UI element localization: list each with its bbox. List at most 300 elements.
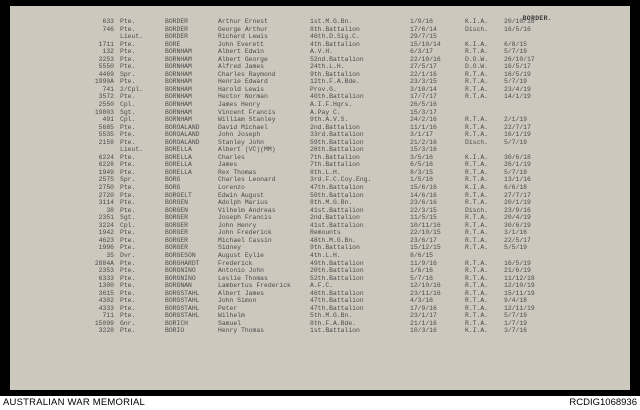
surname: BORNHAM xyxy=(165,116,192,124)
unit: 41st.Battalion xyxy=(310,206,364,214)
roll-entry xyxy=(10,290,630,298)
roll-entry xyxy=(10,320,630,328)
rank: Pte. xyxy=(120,267,136,275)
rank: Cpl. xyxy=(120,116,136,124)
footer-bar xyxy=(0,396,640,410)
surname: BOROALAND xyxy=(165,131,200,139)
enlistment-date: 21/2/16 xyxy=(410,138,437,146)
rank: Pte. xyxy=(120,327,136,335)
fate: R.T.A. xyxy=(465,236,489,244)
fate-date: 1/7/19 xyxy=(504,319,528,327)
surname: BORELLA xyxy=(165,153,192,161)
fate: R.T.A. xyxy=(465,297,489,305)
fate: D.O.W. xyxy=(465,63,489,71)
roll-entry xyxy=(10,116,630,124)
enlistment-date: 23/1/17 xyxy=(410,312,437,320)
roll-entry xyxy=(10,297,630,305)
surname: BORNHAM xyxy=(165,48,192,56)
regimental-number: 2351 xyxy=(98,214,114,222)
regimental-number: 132 xyxy=(102,48,114,56)
regimental-number: 3228 xyxy=(98,327,114,335)
surname: BORNHAM xyxy=(165,108,192,116)
surname: BORDER xyxy=(165,25,189,33)
unit: 40th.Battalion xyxy=(310,93,364,101)
unit: 8th.F.A.Bde. xyxy=(310,319,357,327)
fate-date: 21/6/19 xyxy=(504,267,531,275)
enlistment-date: 1/5/16 xyxy=(410,176,434,184)
fate: R.T.A. xyxy=(465,229,489,237)
unit: 5th.M.G.Bn. xyxy=(310,312,353,320)
given-names: Leslie Thomas xyxy=(218,274,268,282)
enlistment-date: 3/1/17 xyxy=(410,131,434,139)
enlistment-date: 12/10/16 xyxy=(410,282,441,290)
unit: A.V.H. xyxy=(310,48,334,56)
fate: R.T.A. xyxy=(465,78,489,86)
fate: Disch. xyxy=(465,206,489,214)
given-names: Lorenzo xyxy=(218,184,245,192)
fate-date: 30/6/18 xyxy=(504,153,531,161)
surname: BORGSTAHL xyxy=(165,289,200,297)
given-names: Hector Norman xyxy=(218,93,268,101)
regimental-number: 2750 xyxy=(98,184,114,192)
fate-date: 5/7/19 xyxy=(504,168,528,176)
rank: 2/Cpl. xyxy=(120,85,144,93)
enlistment-date: 15/3/16 xyxy=(410,146,437,154)
surname: BORGSTAHL xyxy=(165,304,200,312)
unit: 24th.L.H. xyxy=(310,63,345,71)
unit: 46th.D.Sig.C. xyxy=(310,33,360,41)
regimental-number: 6333 xyxy=(98,274,114,282)
given-names: John Joseph xyxy=(218,131,261,139)
unit: 26th.Battalion xyxy=(310,146,364,154)
fate: R.T.A. xyxy=(465,244,489,252)
regimental-number: 4623 xyxy=(98,236,114,244)
given-names: John Frederick xyxy=(218,229,272,237)
fate: K.I.A. xyxy=(465,153,489,161)
unit: A.I.F.Hqrs. xyxy=(310,101,353,109)
given-names: Rex Thomas xyxy=(218,168,257,176)
regimental-number: 38 xyxy=(106,206,114,214)
roll-entry xyxy=(10,56,630,64)
given-names: Peter xyxy=(218,304,238,312)
rank: Pte. xyxy=(120,153,136,161)
surname: BORELLA xyxy=(165,168,192,176)
surname: BORNHAM xyxy=(165,93,192,101)
rank: Pte. xyxy=(120,168,136,176)
unit: 4th.L.H. xyxy=(310,251,341,259)
fate-date: 30/6/19 xyxy=(504,221,531,229)
regimental-number: 491 xyxy=(102,116,114,124)
fate-date: 5/7/19 xyxy=(504,312,528,320)
unit: 50th.Battalion xyxy=(310,191,364,199)
roll-entry xyxy=(10,86,630,94)
given-names: Charles xyxy=(218,153,245,161)
regimental-number: 3224 xyxy=(98,221,114,229)
rank: Pte. xyxy=(120,191,136,199)
enlistment-date: 11/1/16 xyxy=(410,123,437,131)
rank: Pte. xyxy=(120,297,136,305)
roll-entry xyxy=(10,71,630,79)
unit: 8th.Battalion xyxy=(310,25,360,33)
regimental-number: 2353 xyxy=(98,267,114,275)
given-names: John Everett xyxy=(218,40,265,48)
roll-entry xyxy=(10,312,630,320)
fate-date: 23/9/16 xyxy=(504,206,531,214)
fate-date: 3/7/16 xyxy=(504,327,528,335)
fate-date: 5/7/19 xyxy=(504,78,528,86)
surname: BORGER xyxy=(165,244,189,252)
surname: BORNHAM xyxy=(165,70,192,78)
rank: Pte. xyxy=(120,274,136,282)
enlistment-date: 17/6/14 xyxy=(410,25,437,33)
regimental-number: 4469 xyxy=(98,70,114,78)
roll-entry xyxy=(10,176,630,184)
roll-entry xyxy=(10,161,630,169)
unit: 52th.Battalion xyxy=(310,274,364,282)
enlistment-date: 17/9/16 xyxy=(410,304,437,312)
enlistment-date: 4/3/16 xyxy=(410,297,434,305)
fate-date: 22/7/17 xyxy=(504,123,531,131)
regimental-number: 2575 xyxy=(98,176,114,184)
unit: 46th.Battalion xyxy=(310,289,364,297)
surname: BORGSTAHL xyxy=(165,312,200,320)
unit: 48th.M.G.Bn. xyxy=(310,236,357,244)
surname: BORGER xyxy=(165,214,189,222)
enlistment-date: 3/5/16 xyxy=(410,153,434,161)
rank: Pte. xyxy=(120,199,136,207)
surname: BORGEN xyxy=(165,199,189,207)
fate: R.T.A. xyxy=(465,289,489,297)
roll-entry xyxy=(10,244,630,252)
unit: 12th.F.A.Bde. xyxy=(310,78,360,86)
regimental-number: 1300 xyxy=(98,282,114,290)
unit: 9th.Battalion xyxy=(310,244,360,252)
rank: Pte. xyxy=(120,123,136,131)
given-names: Harold Lewis xyxy=(218,85,265,93)
regimental-number: 3572 xyxy=(98,93,114,101)
surname: BORNHAM xyxy=(165,63,192,71)
surname: BORGER xyxy=(165,229,189,237)
surname: BORNHAM xyxy=(165,78,192,86)
rank: Pte. xyxy=(120,138,136,146)
fate-date: 9/4/18 xyxy=(504,297,528,305)
rank: Lieut. xyxy=(120,33,144,41)
rank: Pte. xyxy=(120,40,136,48)
given-names: John Henry xyxy=(218,221,257,229)
unit: 8th.M.G.Bn. xyxy=(310,199,353,207)
surname: BORNHAM xyxy=(165,101,192,109)
regimental-number: 1996 xyxy=(98,244,114,252)
roll-entry xyxy=(10,41,630,49)
rank: Pte. xyxy=(120,63,136,71)
fate-date: 5/7/19 xyxy=(504,48,528,56)
surname: BORGNINO xyxy=(165,274,196,282)
roll-entry xyxy=(10,222,630,230)
rank: Pte. xyxy=(120,289,136,297)
enlistment-date: 11/5/15 xyxy=(410,214,437,222)
fate-date: 16/5/17 xyxy=(504,63,531,71)
unit: 33rd.Battalion xyxy=(310,131,364,139)
rank: Cpl. xyxy=(120,101,136,109)
surname: BORE xyxy=(165,40,181,48)
fate: R.T.A. xyxy=(465,116,489,124)
given-names: Antonio John xyxy=(218,267,265,275)
fate-date: 16/5/19 xyxy=(504,70,531,78)
fate-date: 20/1/19 xyxy=(504,199,531,207)
fate-date: 6/6/18 xyxy=(504,184,528,192)
unit: 49th.Battalion xyxy=(310,259,364,267)
fate: K.I.A. xyxy=(465,184,489,192)
roll-entry xyxy=(10,305,630,313)
given-names: Charles Raymond xyxy=(218,70,276,78)
unit: A.F.C. xyxy=(310,282,334,290)
regimental-number: 1949 xyxy=(98,168,114,176)
unit: 8th.L.H. xyxy=(310,168,341,176)
unit: 47th.Battalion xyxy=(310,304,364,312)
unit: 47th.Battalion xyxy=(310,184,364,192)
given-names: Charles Leonard xyxy=(218,176,276,184)
enlistment-date: 27/5/17 xyxy=(410,63,437,71)
rank: Lieut. xyxy=(120,146,144,154)
regimental-number: 1942 xyxy=(98,229,114,237)
enlistment-date: 8/3/15 xyxy=(410,168,434,176)
enlistment-date: 21/1/16 xyxy=(410,319,437,327)
roll-entry xyxy=(10,199,630,207)
roll-entry xyxy=(10,63,630,71)
unit: Prov.G. xyxy=(310,85,337,93)
roll-entry xyxy=(10,229,630,237)
unit: 20th.Battalion xyxy=(310,267,364,275)
unit: 1st.Battalion xyxy=(310,327,360,335)
fate: K.I.A. xyxy=(465,327,489,335)
unit: 2nd.Battalion xyxy=(310,123,360,131)
surname: BORGER xyxy=(165,221,189,229)
regimental-number: 2884A xyxy=(94,259,114,267)
unit: 52nd.Battalion xyxy=(310,55,364,63)
given-names: Lambertus Frederick xyxy=(218,282,291,290)
given-names: James Henry xyxy=(218,101,261,109)
rank: Pte. xyxy=(120,78,136,86)
fate: R.T.A. xyxy=(465,48,489,56)
fate: R.T.A. xyxy=(465,199,489,207)
roll-entry xyxy=(10,131,630,139)
fate-date: 26/1/19 xyxy=(504,161,531,169)
roll-entry xyxy=(10,282,630,290)
surname: BORGELT xyxy=(165,191,192,199)
nominal-roll-list xyxy=(10,18,630,335)
rank: Pte. xyxy=(120,229,136,237)
surname: BORGHARDT xyxy=(165,259,200,267)
rank: Pte. xyxy=(120,282,136,290)
surname: BORG xyxy=(165,184,181,192)
roll-entry xyxy=(10,109,630,117)
unit: 47th.Battalion xyxy=(310,297,364,305)
rank: Gnr. xyxy=(120,319,136,327)
unit: 41st.Battalion xyxy=(310,221,364,229)
fate-date: 11/12/18 xyxy=(504,274,535,282)
surname: BORGSTAHL xyxy=(165,297,200,305)
fate: R.T.A. xyxy=(465,123,489,131)
fate-date: 20/10/16 xyxy=(504,18,535,25)
roll-entry xyxy=(10,78,630,86)
enlistment-date: 5/7/16 xyxy=(410,274,434,282)
given-names: Vilhelm Andreas xyxy=(218,206,276,214)
rank: Pte. xyxy=(120,161,136,169)
rank: Spr. xyxy=(120,176,136,184)
regimental-number: 5685 xyxy=(98,123,114,131)
unit: 3rd.F.C.Coy.Eng. xyxy=(310,176,372,184)
rank: Sgt. xyxy=(120,108,136,116)
given-names: John Simon xyxy=(218,297,257,305)
given-names: Albert (VC)(MM) xyxy=(218,146,276,154)
enlistment-date: 15/12/15 xyxy=(410,244,441,252)
fate: R.T.A. xyxy=(465,304,489,312)
given-names: Michael Cassin xyxy=(218,236,272,244)
unit: 7th.Battalion xyxy=(310,153,360,161)
roll-entry xyxy=(10,146,630,154)
rank: Pte. xyxy=(120,48,136,56)
fate-date: 23/4/19 xyxy=(504,85,531,93)
rank: Pte. xyxy=(120,304,136,312)
unit: 7th.Battalion xyxy=(310,161,360,169)
enlistment-date: 22/1/16 xyxy=(410,70,437,78)
roll-entry xyxy=(10,18,630,26)
roll-entry xyxy=(10,207,630,215)
enlistment-date: 22/3/15 xyxy=(410,206,437,214)
rank: Pte. xyxy=(120,259,136,267)
enlistment-date: 10/3/16 xyxy=(410,327,437,335)
regimental-number: 5535 xyxy=(98,131,114,139)
regimental-number: 3615 xyxy=(98,289,114,297)
roll-entry xyxy=(10,93,630,101)
surname: BORDER xyxy=(165,33,189,41)
unit: Remounts xyxy=(310,229,341,237)
unit: A.Pay C. xyxy=(310,108,341,116)
enlistment-date: 8/6/15 xyxy=(410,251,434,259)
fate-date: 14/1/19 xyxy=(504,93,531,101)
fate: R.T.A. xyxy=(465,131,489,139)
roll-entry xyxy=(10,252,630,260)
fate: K.I.A. xyxy=(465,18,489,25)
regimental-number: 15099 xyxy=(94,319,114,327)
roll-entry xyxy=(10,48,630,56)
footer-record-id: RCDIG1068936 xyxy=(569,397,637,408)
given-names: Samuel xyxy=(218,319,242,327)
surname: BORICH xyxy=(165,319,189,327)
roll-entry xyxy=(10,192,630,200)
enlistment-date: 23/6/17 xyxy=(410,236,437,244)
rank: Cpl. xyxy=(120,221,136,229)
enlistment-date: 15/10/14 xyxy=(410,40,441,48)
regimental-number: 1990A xyxy=(94,78,114,86)
given-names: William Stanley xyxy=(218,116,276,124)
roll-entry xyxy=(10,169,630,177)
roll-entry xyxy=(10,327,630,335)
regimental-number: 4333 xyxy=(98,304,114,312)
given-names: Vincent Francis xyxy=(218,108,276,116)
enlistment-date: 1/9/16 xyxy=(410,18,434,25)
roll-entry xyxy=(10,154,630,162)
given-names: Alfred James xyxy=(218,63,265,71)
enlistment-date: 23/11/16 xyxy=(410,289,441,297)
fate: R.T.A. xyxy=(465,319,489,327)
fate: R.T.A. xyxy=(465,176,489,184)
document-page xyxy=(10,6,630,390)
fate: R.T.A. xyxy=(465,312,489,320)
given-names: Edwin August xyxy=(218,191,265,199)
rank: Dvr. xyxy=(120,251,136,259)
fate-date: 6/8/15 xyxy=(504,40,528,48)
page-header: BORDER. xyxy=(522,15,552,22)
fate: R.T.A. xyxy=(465,214,489,222)
enlistment-date: 15/6/16 xyxy=(410,184,437,192)
surname: BORGNAN xyxy=(165,282,192,290)
given-names: Henry Thomas xyxy=(218,327,265,335)
enlistment-date: 6/3/17 xyxy=(410,48,434,56)
fate: R.T.A. xyxy=(465,221,489,229)
surname: BORNHAM xyxy=(165,85,192,93)
given-names: Joseph Francis xyxy=(218,214,272,222)
roll-entry xyxy=(10,184,630,192)
roll-entry xyxy=(10,139,630,147)
fate: Disch. xyxy=(465,138,489,146)
roll-entry xyxy=(10,275,630,283)
given-names: Albert James xyxy=(218,289,265,297)
fate-date: 16/5/19 xyxy=(504,259,531,267)
given-names: Wilhelm xyxy=(218,312,245,320)
fate: R.T.A. xyxy=(465,93,489,101)
regimental-number: 2550 xyxy=(98,101,114,109)
fate-date: 27/7/17 xyxy=(504,191,531,199)
given-names: Henrie Edward xyxy=(218,78,268,86)
rank: Pte. xyxy=(120,93,136,101)
roll-entry xyxy=(10,214,630,222)
fate: D.O.W. xyxy=(465,55,489,63)
fate-date: 15/11/19 xyxy=(504,289,535,297)
surname: BORGER xyxy=(165,236,189,244)
rank: Spr. xyxy=(120,70,136,78)
given-names: August Eylie xyxy=(218,251,265,259)
given-names: Sidney xyxy=(218,244,242,252)
given-names: Adolph Marius xyxy=(218,199,268,207)
rank: Pte. xyxy=(120,18,136,25)
unit: 9th.Battalion xyxy=(310,70,360,78)
fate: R.T.A. xyxy=(465,161,489,169)
enlistment-date: 26/5/16 xyxy=(410,101,437,109)
enlistment-date: 15/3/17 xyxy=(410,108,437,116)
regimental-number: 2158 xyxy=(98,138,114,146)
fate-date: 16/5/16 xyxy=(504,25,531,33)
given-names: Albert George xyxy=(218,55,268,63)
roll-entry xyxy=(10,237,630,245)
fate: R.T.A. xyxy=(465,191,489,199)
fate-date: 5/7/19 xyxy=(504,138,528,146)
regimental-number: 3114 xyxy=(98,199,114,207)
enlistment-date: 23/6/16 xyxy=(410,199,437,207)
enlistment-date: 1/6/16 xyxy=(410,267,434,275)
surname: BORG xyxy=(165,176,181,184)
enlistment-date: 17/7/17 xyxy=(410,93,437,101)
fate: R.T.A. xyxy=(465,282,489,290)
unit: 2nd.Battalion xyxy=(310,214,360,222)
fate-date: 22/5/17 xyxy=(504,236,531,244)
rank: Pte. xyxy=(120,206,136,214)
fate: R.T.A. xyxy=(465,267,489,275)
enlistment-date: 14/6/16 xyxy=(410,191,437,199)
given-names: James xyxy=(218,161,238,169)
enlistment-date: 6/5/16 xyxy=(410,161,434,169)
fate: Disch. xyxy=(465,25,489,33)
